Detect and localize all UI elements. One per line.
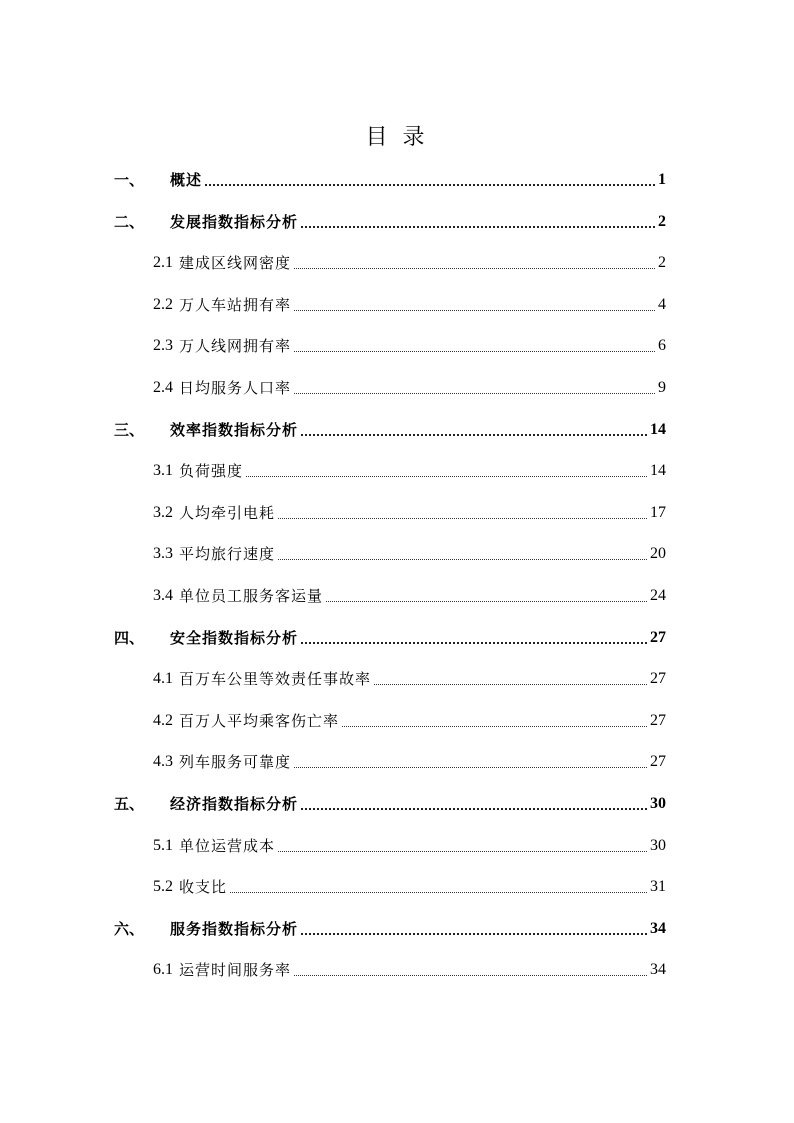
toc-entry-title: 单位运营成本 bbox=[179, 836, 276, 855]
toc-dot-leader bbox=[301, 641, 647, 644]
toc-page-number: 34 bbox=[650, 919, 666, 937]
toc-entry-number: 一、 bbox=[114, 171, 145, 189]
toc-dot-leader bbox=[326, 600, 647, 602]
toc-dot-leader bbox=[294, 267, 655, 269]
toc-chapter-entry[interactable] bbox=[114, 208, 666, 232]
toc-dot-leader bbox=[294, 974, 647, 976]
toc-entry-number: 5.2 bbox=[153, 878, 173, 896]
toc-page-number: 31 bbox=[650, 878, 666, 896]
toc-dot-leader bbox=[301, 225, 655, 228]
toc-entry-title: 万人车站拥有率 bbox=[179, 295, 292, 314]
toc-dot-leader bbox=[205, 183, 655, 186]
toc-section-entry[interactable] bbox=[153, 332, 666, 356]
toc-dot-leader bbox=[342, 725, 647, 727]
toc-page-number: 27 bbox=[650, 711, 666, 729]
toc-chapter-entry[interactable] bbox=[114, 166, 666, 190]
toc-page-number: 6 bbox=[658, 337, 666, 355]
toc-entry-title: 单位员工服务客运量 bbox=[179, 587, 324, 605]
toc-entry-title: 收支比 bbox=[179, 878, 228, 897]
toc-entry-title: 经济指数指标分析 bbox=[170, 795, 299, 813]
toc-entry-number: 5.1 bbox=[153, 836, 173, 854]
toc-entry-title: 人均牵引电耗 bbox=[179, 503, 276, 522]
toc-entry-title: 百万人平均乘客伤亡率 bbox=[179, 711, 340, 730]
toc-entry-number: 六、 bbox=[114, 919, 145, 938]
toc-entry-title: 万人线网拥有率 bbox=[179, 337, 292, 356]
toc-page-number: 34 bbox=[650, 961, 666, 979]
toc-page-number: 30 bbox=[650, 836, 666, 854]
toc-section-entry[interactable] bbox=[153, 873, 666, 897]
toc-entry-title: 概述 bbox=[170, 171, 203, 189]
toc-page-number: 27 bbox=[650, 670, 666, 688]
toc-entry-title: 效率指数指标分析 bbox=[170, 420, 299, 439]
toc-page-number: 30 bbox=[650, 795, 666, 812]
toc-entry-title: 百万车公里等效责任事故率 bbox=[179, 670, 372, 689]
toc-dot-leader bbox=[374, 683, 647, 685]
toc-section-entry[interactable] bbox=[153, 582, 666, 606]
toc-section-entry[interactable] bbox=[153, 374, 666, 398]
toc-dot-leader bbox=[294, 309, 655, 311]
toc-entry-number: 2.4 bbox=[153, 379, 173, 396]
toc-chapter-entry[interactable] bbox=[114, 624, 666, 648]
toc-entry-number: 3.4 bbox=[153, 587, 173, 604]
toc-dot-leader bbox=[301, 433, 647, 436]
toc-dot-leader bbox=[294, 350, 655, 352]
toc-section-entry[interactable] bbox=[153, 665, 666, 689]
toc-entry-number: 4.1 bbox=[153, 670, 173, 688]
toc-section-entry[interactable] bbox=[153, 832, 666, 856]
toc-entry-number: 五、 bbox=[114, 795, 145, 813]
toc-page-number: 4 bbox=[658, 295, 666, 313]
toc-dot-leader bbox=[246, 475, 647, 477]
toc-page-number: 17 bbox=[650, 503, 666, 521]
toc-section-entry[interactable] bbox=[153, 748, 666, 772]
toc-entry-number: 四、 bbox=[114, 628, 145, 647]
toc-entry-title: 负荷强度 bbox=[179, 462, 244, 481]
toc-dot-leader bbox=[278, 558, 647, 560]
toc-entry-number: 3.1 bbox=[153, 462, 173, 480]
toc-entry-number: 二、 bbox=[114, 212, 145, 231]
toc-entry-title: 运营时间服务率 bbox=[179, 961, 292, 980]
toc-entry-title: 建成区线网密度 bbox=[179, 254, 292, 273]
toc-page-number: 27 bbox=[650, 753, 666, 771]
toc-dot-leader bbox=[301, 932, 647, 935]
toc-dot-leader bbox=[294, 392, 655, 394]
toc-entry-title: 日均服务人口率 bbox=[179, 379, 292, 397]
toc-entry-number: 2.1 bbox=[153, 254, 173, 272]
toc-dot-leader bbox=[230, 891, 647, 893]
toc-entry-number: 2.2 bbox=[153, 295, 173, 313]
toc-section-entry[interactable] bbox=[153, 291, 666, 315]
toc-dot-leader bbox=[301, 807, 647, 810]
toc-entry-title: 发展指数指标分析 bbox=[170, 212, 299, 231]
toc-section-entry[interactable] bbox=[153, 707, 666, 731]
toc-page-number: 2 bbox=[658, 254, 666, 272]
toc-entry-number: 6.1 bbox=[153, 961, 173, 979]
toc-page-number: 14 bbox=[650, 462, 666, 480]
toc-entry-title: 服务指数指标分析 bbox=[170, 919, 299, 938]
toc-section-entry[interactable] bbox=[153, 540, 666, 564]
toc-entry-number: 4.3 bbox=[153, 753, 173, 771]
toc-dot-leader bbox=[278, 517, 647, 519]
toc-entry-title: 平均旅行速度 bbox=[179, 545, 276, 564]
toc-entry-number: 3.2 bbox=[153, 503, 173, 521]
toc-section-entry[interactable] bbox=[153, 956, 666, 980]
toc-page-number: 14 bbox=[650, 420, 666, 438]
toc-section-entry[interactable] bbox=[153, 457, 666, 481]
toc-dot-leader bbox=[278, 850, 647, 852]
toc-page-number: 1 bbox=[658, 171, 666, 188]
toc-page-number: 24 bbox=[650, 587, 666, 604]
toc-entry-number: 4.2 bbox=[153, 711, 173, 729]
toc-entry-number: 2.3 bbox=[153, 337, 173, 355]
page-title: 目 录 bbox=[365, 125, 429, 150]
toc-page-number: 20 bbox=[650, 545, 666, 563]
toc-chapter-entry[interactable] bbox=[114, 416, 666, 440]
toc-dot-leader bbox=[294, 766, 647, 768]
toc-entry-number: 三、 bbox=[114, 420, 145, 439]
toc-page-number: 27 bbox=[650, 628, 666, 646]
toc-chapter-entry[interactable] bbox=[114, 915, 666, 939]
toc-page-number: 9 bbox=[658, 379, 666, 396]
toc-page-number: 2 bbox=[658, 212, 666, 230]
toc-chapter-entry[interactable] bbox=[114, 790, 666, 814]
toc-section-entry[interactable] bbox=[153, 499, 666, 523]
toc-section-entry[interactable] bbox=[153, 249, 666, 273]
toc-entry-number: 3.3 bbox=[153, 545, 173, 563]
toc-entry-title: 列车服务可靠度 bbox=[179, 753, 292, 772]
toc-entry-title: 安全指数指标分析 bbox=[170, 628, 299, 647]
